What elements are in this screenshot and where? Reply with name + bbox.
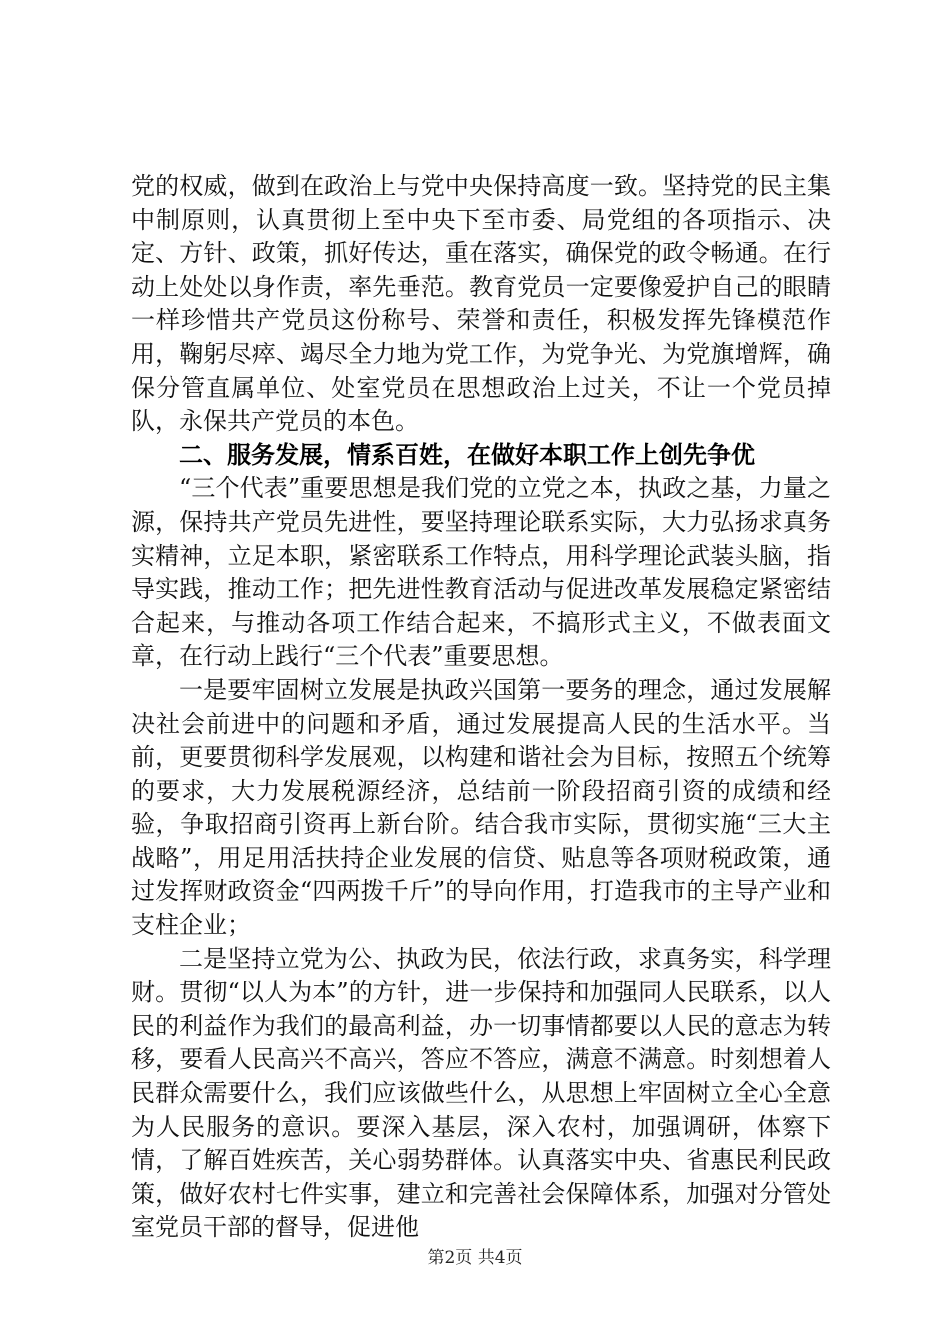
document-body <box>131 170 831 1245</box>
paragraph-continuation: 党的权威，做到在政治上与党中央保持高度一致。坚持党的民主集中制原则，认真贯彻上至中央下至市委、局党组的各项指示、决定、方针、政策，抓好传达，重在落实，确保党的政令畅通。在行动上处处以身作责，率先垂范。教育党员一定要像爱护自己的眼睛一样珍惜共产党员这份称号、荣誉和责任，积极发挥先锋模范作用，鞠躬尽瘁、竭尽全力地为党工作，为党争光、为党旗增辉，确保分管直属单位、处室党员在思想政治上过关，不让一个党员掉队，永保共产党员的本色。 <box>131 172 831 436</box>
paragraph-three-represents: “三个代表”重要思想是我们党的立党之本，执政之基，力量之源，保持共产党员先进性，要坚持理论联系实际，大力弘扬求真务实精神，立足本职，紧密联系工作特点，用科学理论武装头脑，指导实践，推动工作；把先进性教育活动与促进改革发展稳定紧密结合起来，与推动各项工作结合起来，不搞形式主义，不做表面文章，在行动上践行“三个代表”重要思想。 <box>131 474 831 671</box>
section-heading: 二、服务发展，情系百姓，在做好本职工作上创先争优 <box>179 440 755 469</box>
paragraph-point-one: 一是要牢固树立发展是执政兴国第一要务的理念，通过发展解决社会前进中的问题和矛盾，通过发展提高人民的生活水平。当前，更要贯彻科学发展观，以构建和谐社会为目标，按照五个统筹的要求，大力发展税源经济，总结前一阶段招商引资的成绩和经验，争取招商引资再上新台阶。结合我市实际，贯彻实施“三大主战略”，用足用活扶持企业发展的信贷、贴息等各项财税政策，通过发挥财政资金“四两拨千斤”的导向作用，打造我市的主导产业和支柱企业； <box>131 675 831 940</box>
page-number-footer: 第2页 共4页 <box>427 1248 523 1268</box>
paragraph-point-two: 二是坚持立党为公、执政为民，依法行政，求真务实，科学理财。贯彻“以人为本”的方针，进一步保持和加强同人民联系，以人民的利益作为我们的最高利益，办一切事情都要以人民的意志为转移，要看人民高兴不高兴，答应不答应，满意不满意。时刻想着人民群众需要什么，我们应该做些什么，从思想上牢固树立全心全意为人民服务的意识。要深入基层，深入农村，加强调研，体察下情，了解百姓疾苦，关心弱势群体。认真落实中央、省惠民利民政策，做好农村七件实事，建立和完善社会保障体系，加强对分管处室党员干部的督导，促进他 <box>131 944 831 1242</box>
